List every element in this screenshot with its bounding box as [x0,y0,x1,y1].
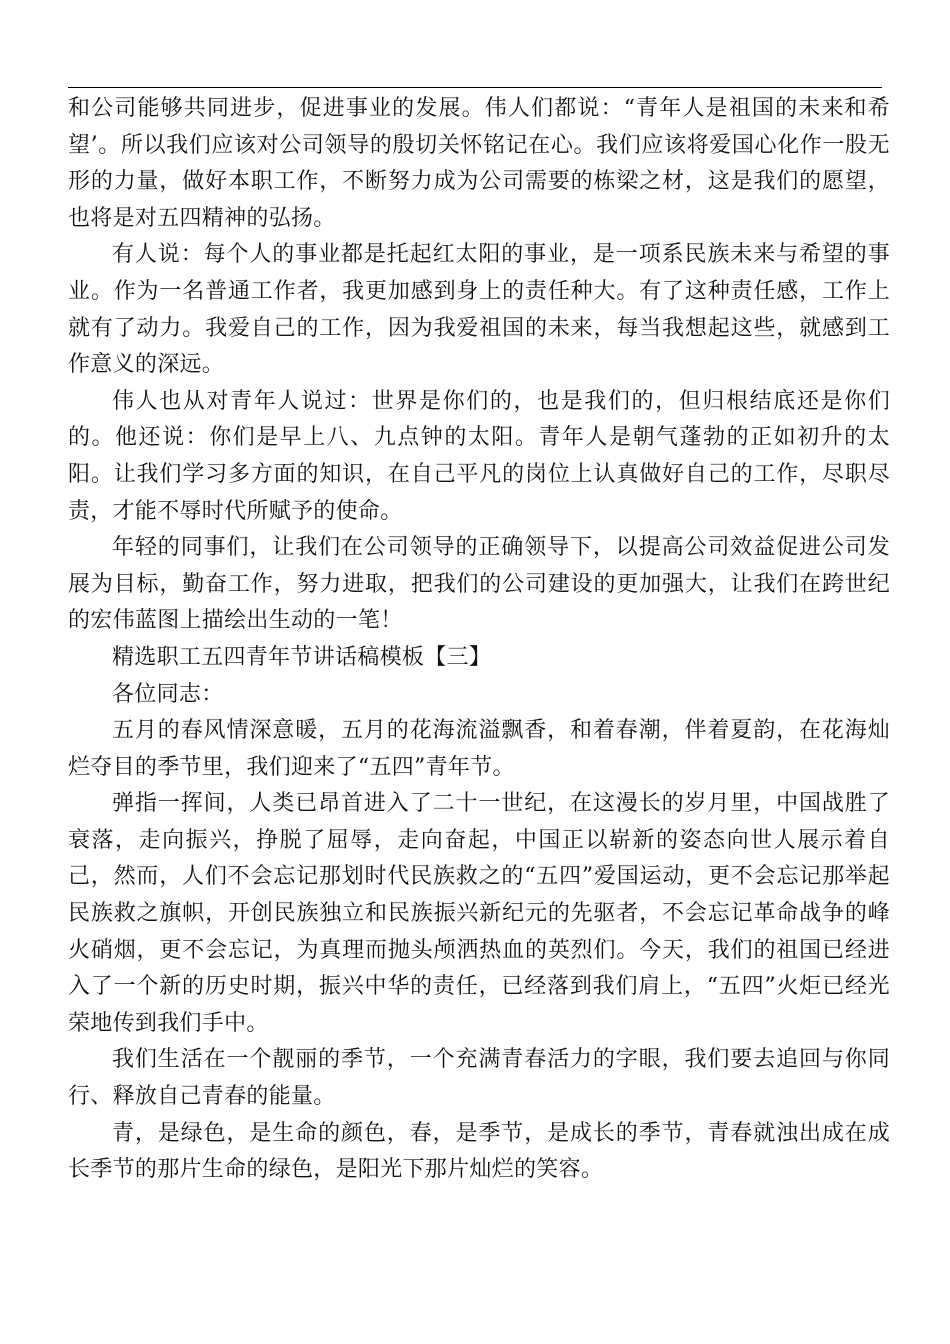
paragraph-continuation: 和公司能够共同进步，促进事业的发展。伟人们都说：“青年人是祖国的未来和希望’。所以我们应该对公司领导的殷切关怀铭记在心。我们应该将爱国心化作一股无形的力量，做好本职工作，不断努力成为公司需要的栋梁之材，这是我们的愿望，也将是对五四精神的弘扬。 [68,96,890,231]
document-body [68,91,890,1189]
header-rule [68,87,882,88]
salutation: 各位同志： [112,681,224,707]
paragraph: 青，是绿色，是生命的颜色，春，是季节，是成长的季节，青春就浊出成在成长季节的那片生命的绿色，是阳光下那片灿烂的笑容。 [68,1120,890,1183]
paragraph: 我们生活在一个靓丽的季节，一个充满青春活力的字眼，我们要去追回与你同行、释放自己青春的能量。 [68,1047,890,1110]
paragraph: 伟人也从对青年人说过：世界是你们的，也是我们的，但归根结底还是你们的。他还说：你们是早上八、九点钟的太阳。青年人是朝气蓬勃的正如初升的太阳。让我们学习多方面的知识，在自己平凡的岗位上认真做好自己的工作，尽职尽责，才能不辱时代所赋予的使命。 [68,388,890,524]
paragraph: 五月的春风情深意暖，五月的花海流溢飘香，和着春潮，伴着夏韵，在花海灿烂夺目的季节里，我们迎来了“五四”青年节。 [68,718,890,780]
section-heading: 精选职工五四青年节讲话稿模板【三】 [112,644,492,670]
paragraph: 弹指一挥间，人类已昂首进入了二十一世纪，在这漫长的岁月里，中国战胜了衰落，走向振兴，挣脱了屈辱，走向奋起，中国正以崭新的姿态向世人展示着自己，然而，人们不会忘记那划时代民族救之的“五四”爱国运动，更不会忘记那举起民族救之旗帜，开创民族独立和民族振兴新纪元的先驱者，不会忘记革命战争的峰火硝烟，更不会忘记，为真理而抛头颅洒热血的英烈们。今天，我们的祖国已经进入了一个新的历史时期，振兴中华的责任，已经落到我们肩上，“五四”火炬已经光荣地传到我们手中。 [68,791,890,1036]
paragraph: 有人说：每个人的事业都是托起红太阳的事业，是一项系民族未来与希望的事业。作为一名普通工作者，我更加感到身上的责任种大。有了这种责任感，工作上就有了动力。我爱自己的工作，因为我爱祖国的未来，每当我想起这些，就感到工作意义的深远。 [68,242,890,378]
paragraph: 年轻的同事们，让我们在公司领导的正确领导下，以提高公司效益促进公司发展为目标，勤奋工作，努力进取，把我们的公司建设的更加强大，让我们在跨世纪的宏伟蓝图上描绘出生动的一笔！ [68,535,890,634]
